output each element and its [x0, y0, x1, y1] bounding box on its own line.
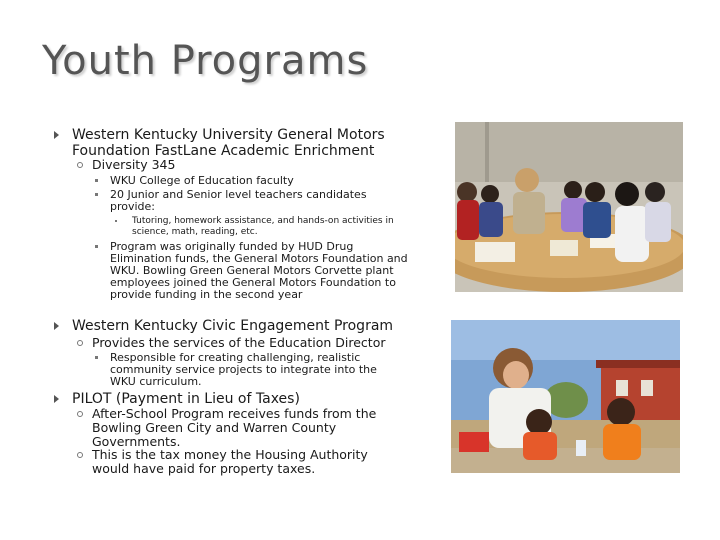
- square-bullet-icon: [95, 179, 98, 182]
- circle-bullet-icon: [77, 411, 83, 417]
- square-bullet-icon: [95, 245, 98, 248]
- bullet-wku-gm-foundation: Western Kentucky University General Motors Foundation FastLane Academic Enrichment: [72, 127, 385, 159]
- bullet-civic-engagement: Western Kentucky Civic Engagement Program: [72, 318, 394, 334]
- square-bullet-icon: [95, 356, 98, 359]
- square-bullet-icon: [95, 193, 98, 196]
- square-bullet-icon: [115, 220, 117, 222]
- arrow-bullet-icon: [54, 131, 59, 139]
- bullet-after-school: After-School Program receives funds from the Bowling Green City and Warren County Governments.: [92, 406, 377, 449]
- slide-title: Youth Programs: [42, 38, 369, 84]
- bullet-tax-money: This is the tax money the Housing Authority would have paid for property taxes.: [92, 447, 368, 476]
- bullet-teacher-candidates: 20 Junior and Senior level teachers candidates provide:: [110, 188, 367, 213]
- circle-bullet-icon: [77, 340, 83, 346]
- arrow-bullet-icon: [54, 322, 59, 330]
- circle-bullet-icon: [77, 162, 83, 168]
- bullet-education-director: Provides the services of the Education Director: [92, 335, 386, 350]
- bullet-diversity-345: Diversity 345: [92, 157, 176, 172]
- bullet-tutoring: Tutoring, homework assistance, and hands-on activities in science, math, reading, etc.: [132, 216, 394, 237]
- arrow-bullet-icon: [54, 395, 59, 403]
- photo-outdoor-activity: [451, 320, 680, 473]
- bullet-service-projects: Responsible for creating challenging, realistic community service projects to integrate into the WKU curriculum.: [110, 351, 377, 388]
- circle-bullet-icon: [77, 452, 83, 458]
- bullet-hud-funding: Program was originally funded by HUD Drug Elimination funds, the General Motors Foundation and WKU. Bowling Green General Motors Corvette plant employees joined the General Motors Foundation to provide funding in the second year: [110, 240, 408, 301]
- bullet-wku-faculty: WKU College of Education faculty: [110, 174, 294, 187]
- photo-tutoring-group: [455, 122, 683, 292]
- bullet-pilot: PILOT (Payment in Lieu of Taxes): [72, 391, 300, 407]
